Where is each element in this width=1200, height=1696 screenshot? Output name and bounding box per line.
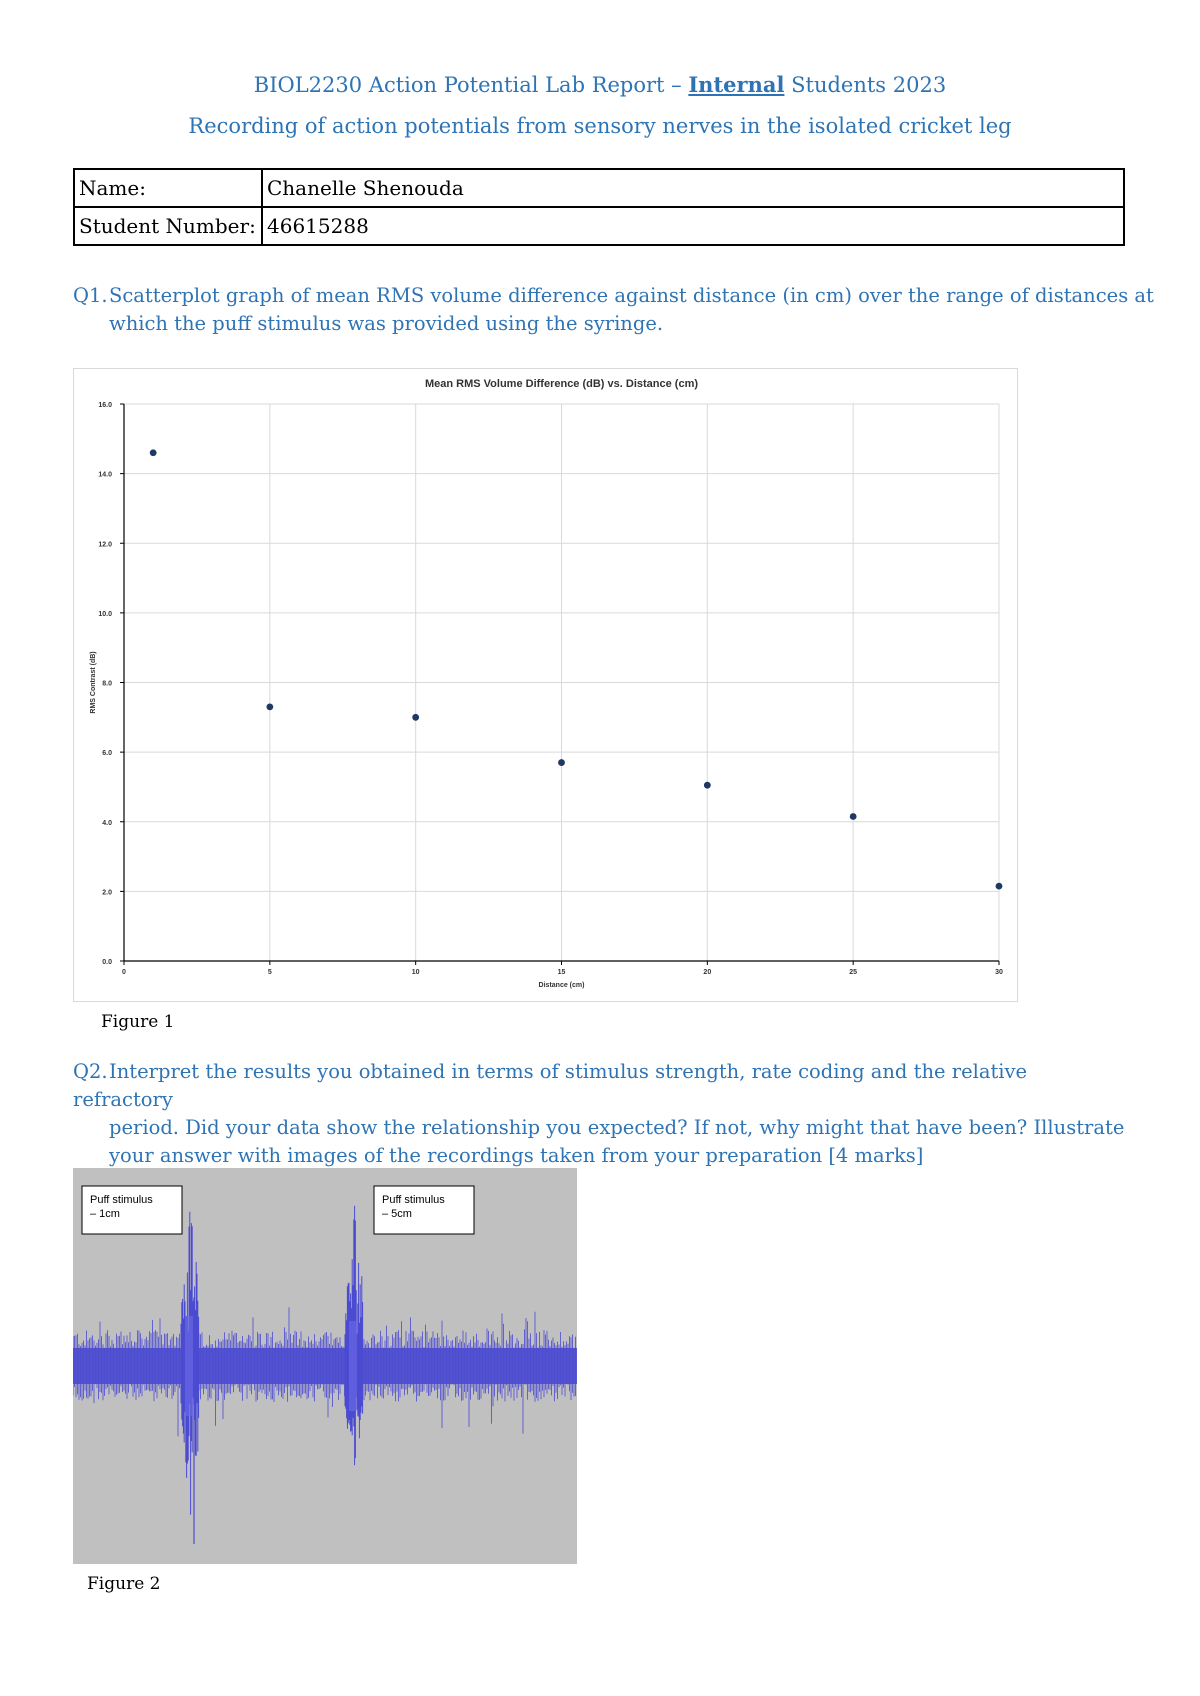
title-prefix: BIOL2230 Action Potential Lab Report – [253, 73, 689, 97]
y-tick-label: 10.0 [98, 610, 112, 618]
question-2 [73, 1058, 1133, 1170]
scatter-chart-svg [74, 369, 1017, 1001]
figure-1-caption: Figure 1 [101, 1012, 175, 1032]
data-point [266, 703, 273, 710]
data-point [150, 449, 157, 456]
chart-title: Mean RMS Volume Difference (dB) vs. Distance (cm) [424, 378, 699, 390]
y-tick-label: 6.0 [102, 750, 112, 758]
question-1 [73, 282, 1163, 338]
stimulus-label-1cm-line-1: Puff stimulus [90, 1194, 153, 1206]
student-number-label: Student Number: [74, 207, 262, 245]
figure-2-caption: Figure 2 [87, 1574, 161, 1594]
y-tick-label: 14.0 [98, 471, 112, 479]
question-1-line-1: Scatterplot graph of mean RMS volume difference against distance (in cm) over the range of distances at [109, 284, 1154, 307]
question-1-line-2: which the puff stimulus was provided using the syringe. [109, 312, 664, 335]
student-number-value: 46615288 [262, 207, 1124, 245]
data-point [996, 883, 1003, 890]
scatter-chart [73, 368, 1018, 1002]
recording-trace-svg [73, 1168, 577, 1564]
stimulus-label-5cm-line-2: – 5cm [382, 1208, 412, 1220]
question-2-line-1: Interpret the results you obtained in terms of stimulus strength, rate coding and the relative refractory [73, 1060, 1028, 1111]
title-suffix: Students 2023 [784, 73, 947, 97]
student-info-table [73, 168, 1125, 246]
title-emphasis: Internal [688, 72, 785, 97]
x-tick-label: 10 [411, 969, 420, 976]
y-tick-label: 2.0 [102, 889, 112, 897]
question-1-number: Q1. [73, 284, 108, 307]
y-tick-label: 0.0 [102, 959, 112, 966]
x-tick-label: 0 [122, 969, 126, 976]
name-value: Chanelle Shenouda [262, 169, 1124, 207]
name-row [74, 169, 1124, 207]
question-2-number: Q2. [73, 1060, 108, 1083]
y-axis-label: RMS Contrast (dB) [90, 651, 97, 714]
data-point [412, 714, 419, 721]
x-tick-label: 30 [995, 969, 1003, 976]
y-tick-label: 8.0 [102, 680, 112, 688]
x-axis-label: Distance (cm) [538, 982, 585, 989]
x-tick-label: 15 [557, 969, 566, 976]
data-point [704, 782, 711, 789]
report-subtitle: Recording of action potentials from sensory nerves in the isolated cricket leg [188, 114, 1012, 138]
x-tick-label: 25 [849, 969, 858, 976]
y-tick-label: 4.0 [102, 819, 112, 827]
name-label: Name: [74, 169, 262, 207]
burst-core-5cm [349, 1321, 357, 1411]
question-2-line-2: period. Did your data show the relationship you expected? If not, why might that have been? Illustrate [109, 1116, 1125, 1139]
question-2-line-3: your answer with images of the recordings taken from your preparation [4 marks] [109, 1144, 924, 1167]
y-tick-label: 12.0 [98, 541, 112, 549]
stimulus-label-5cm-line-1: Puff stimulus [382, 1194, 445, 1206]
burst-core-1cm [185, 1316, 193, 1416]
y-tick-label: 16.0 [98, 402, 112, 409]
recording-image [73, 1168, 577, 1564]
data-point [558, 759, 565, 766]
x-tick-label: 5 [267, 969, 272, 976]
x-tick-label: 20 [703, 969, 712, 976]
report-title [0, 72, 1200, 97]
stimulus-label-1cm-line-2: – 1cm [90, 1208, 120, 1220]
student-number-row [74, 207, 1124, 245]
data-point [850, 813, 857, 820]
